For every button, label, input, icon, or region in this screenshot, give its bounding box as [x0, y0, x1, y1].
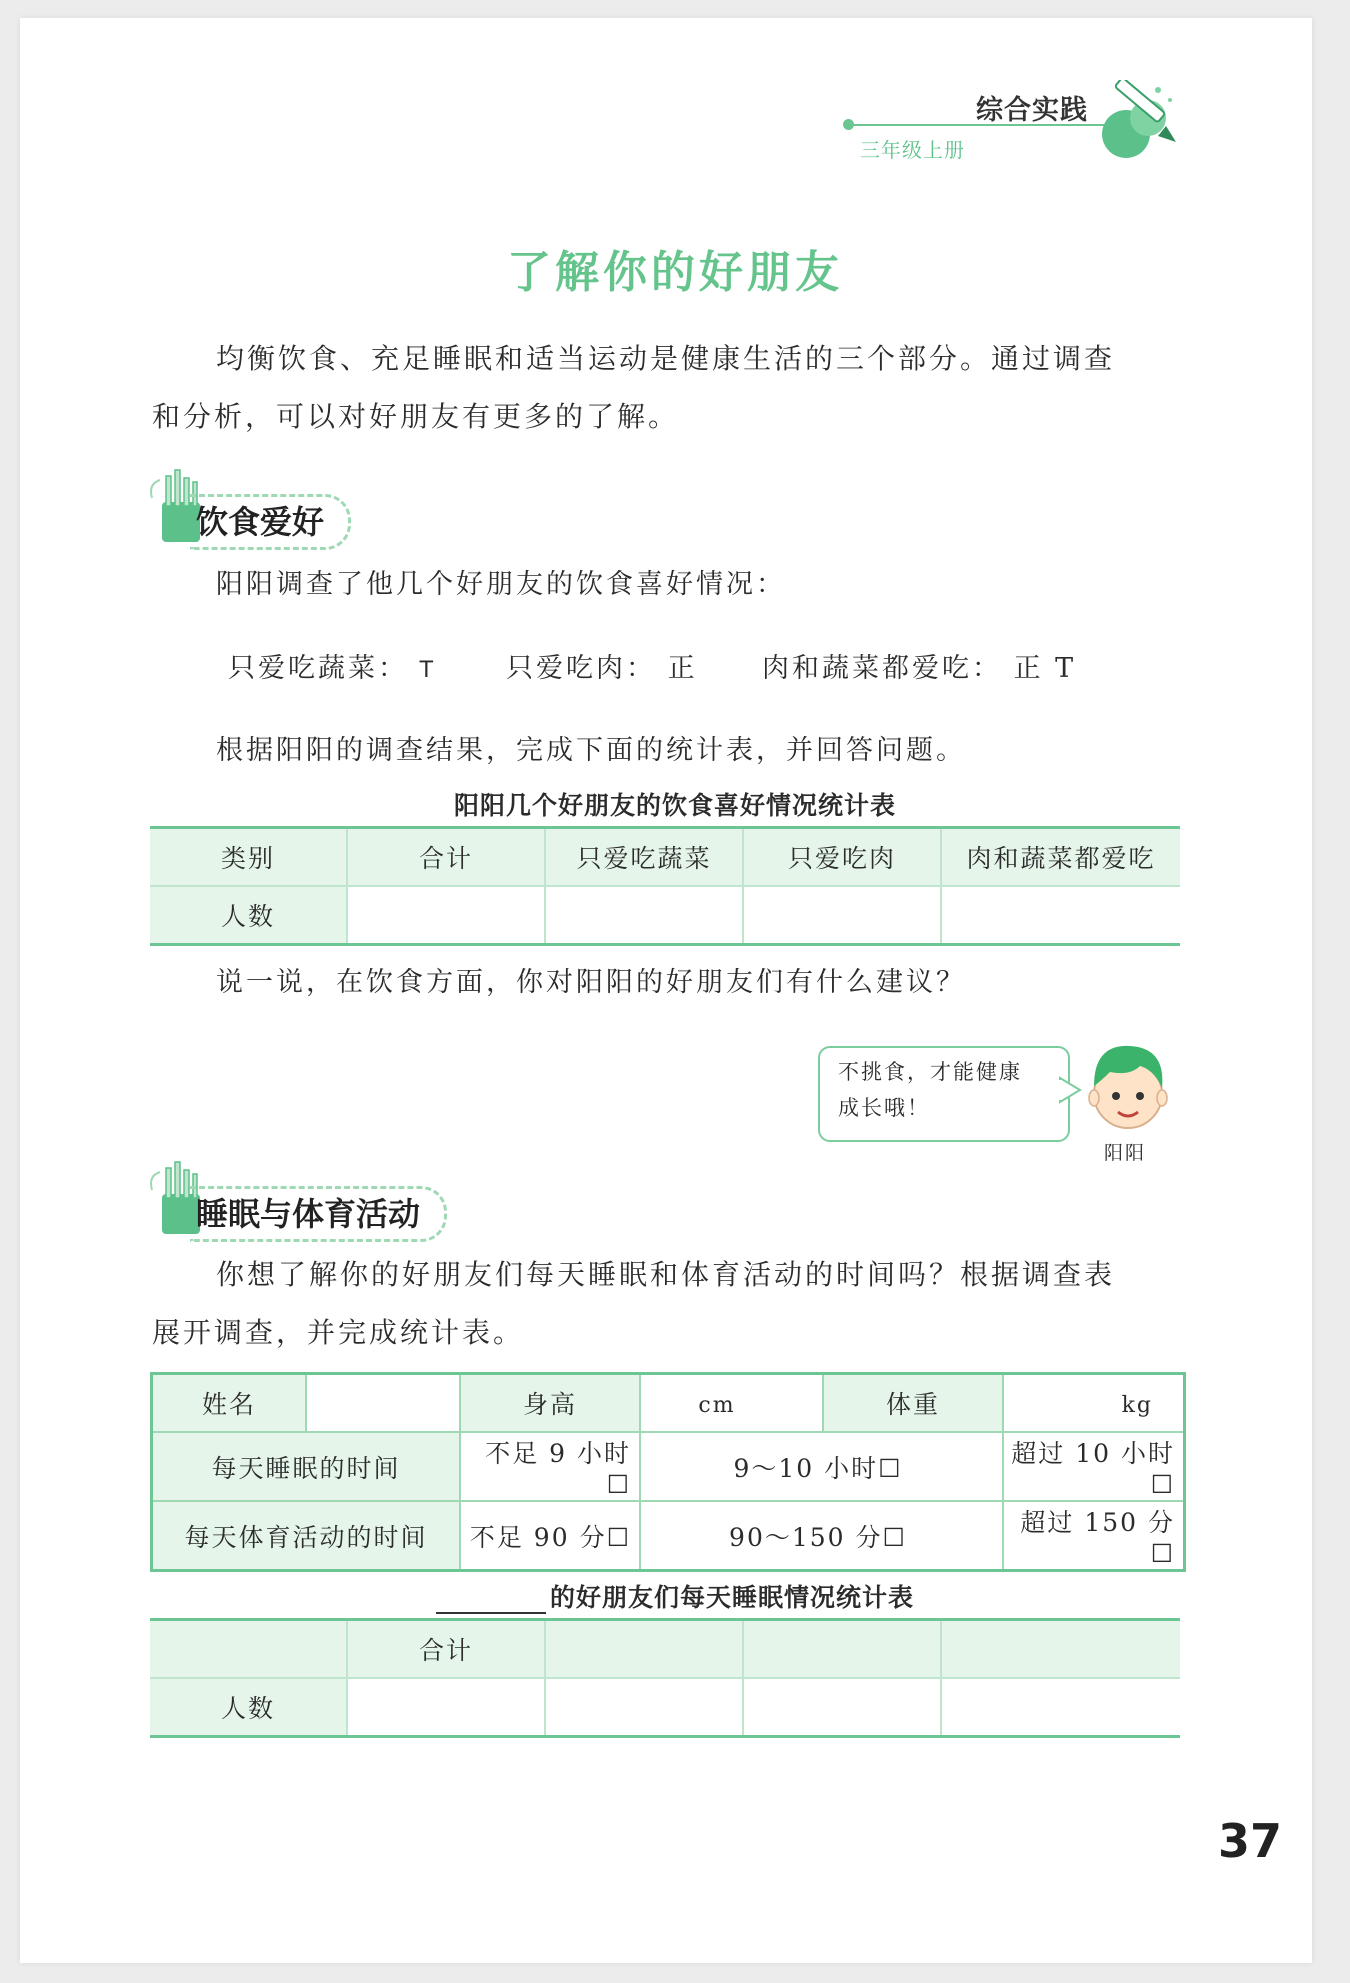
tally-veg-label: 只爱吃蔬菜：: [228, 653, 408, 684]
sleep-option-3-text: 超过 10 小时: [1011, 1439, 1175, 1468]
sport-option-3[interactable]: [1003, 1501, 1185, 1571]
sleep-option-3[interactable]: [1003, 1432, 1185, 1501]
tally-meat: [506, 646, 698, 685]
weight-unit: kg: [1121, 1392, 1153, 1418]
tally-veg-marks: T: [419, 658, 437, 683]
sport-option-1-text: 不足 90 分: [469, 1522, 607, 1552]
sleep-table-caption: [0, 1578, 1350, 1614]
diet-header-both: 肉和蔬菜都爱吃: [941, 828, 1180, 887]
sleep-option-1[interactable]: [460, 1432, 640, 1501]
table-row: [150, 886, 1180, 945]
height-unit: cm: [698, 1392, 736, 1418]
section-label-sleep: 睡眠与体育活动: [190, 1186, 447, 1242]
diet-stat-table: [150, 826, 1180, 946]
sleep-header-total: 合计: [347, 1620, 545, 1679]
diet-intro-line: 阳阳调查了他几个好朋友的饮食喜好情况：: [216, 569, 786, 600]
sleep-option-1-text: 不足 9 小时: [485, 1439, 631, 1468]
boy-avatar-icon: [1080, 1036, 1176, 1136]
grade-subtitle: 三年级上册: [860, 138, 965, 162]
table-row: [150, 828, 1180, 887]
bubble-tail-icon: [1058, 1076, 1082, 1104]
sport-option-2-text: 90～150 分: [729, 1522, 883, 1552]
sleep-intro-paragraph: [152, 1246, 1192, 1362]
checkbox-icon[interactable]: ☐: [606, 1522, 631, 1552]
sleep-input-cell[interactable]: [941, 1678, 1180, 1737]
sleep-option-2[interactable]: [640, 1432, 1003, 1501]
height-input[interactable]: [640, 1374, 823, 1433]
weight-input[interactable]: [1003, 1374, 1185, 1433]
sleep-label: 每天睡眠的时间: [152, 1432, 461, 1501]
sleep-intro-line-2: 展开调查，并完成统计表。: [152, 1316, 525, 1349]
tally-meat-marks: 正: [667, 653, 698, 684]
checkbox-icon[interactable]: ☐: [878, 1453, 903, 1483]
diet-header-meat: 只爱吃肉: [743, 828, 941, 887]
sleep-stat-table: [150, 1618, 1180, 1738]
sport-option-3-text: 超过 150 分: [1020, 1508, 1175, 1537]
sleep-row-label: 人数: [150, 1678, 347, 1737]
survey-form-table: [150, 1372, 1186, 1572]
diet-header-veg: 只爱吃蔬菜: [545, 828, 743, 887]
speech-line-1: 不挑食，才能健康: [838, 1060, 1022, 1084]
sport-label: 每天体育活动的时间: [152, 1501, 461, 1571]
tally-meat-label: 只爱吃肉：: [506, 653, 656, 684]
height-label: 身高: [460, 1374, 640, 1433]
sport-option-1[interactable]: [460, 1501, 640, 1571]
diet-input-both[interactable]: [941, 886, 1180, 945]
tally-both-label: 肉和蔬菜都爱吃：: [762, 653, 1002, 684]
diet-row-label: 人数: [150, 886, 347, 945]
series-title: 综合实践: [976, 95, 1088, 126]
checkbox-icon[interactable]: ☐: [882, 1522, 907, 1552]
speaker-name: 阳阳: [1104, 1142, 1147, 1164]
diet-question: 说一说，在饮食方面，你对阳阳的好朋友们有什么建议？: [216, 967, 966, 998]
diet-instruction-line: 根据阳阳的调查结果，完成下面的统计表，并回答问题。: [216, 735, 966, 766]
tally-veg: [228, 646, 436, 685]
checkbox-icon[interactable]: ☐: [1150, 1539, 1175, 1568]
diet-header-category: 类别: [150, 828, 347, 887]
checkbox-icon[interactable]: ☐: [1150, 1470, 1175, 1499]
name-input[interactable]: [306, 1374, 460, 1433]
table-row: [152, 1501, 1185, 1571]
diet-header-total: 合计: [347, 828, 545, 887]
tally-both: [762, 646, 1076, 685]
name-label: 姓名: [152, 1374, 307, 1433]
sleep-header-blank[interactable]: [941, 1620, 1180, 1679]
section-label-diet: 饮食爱好: [190, 494, 351, 550]
page-number: 37: [1218, 1814, 1283, 1868]
page-title: 了解你的好朋友: [507, 247, 843, 298]
sleep-intro-line-1: 你想了解你的好朋友们每天睡眠和体育活动的时间吗？根据调查表: [216, 1258, 1116, 1291]
caption-blank[interactable]: [436, 1612, 546, 1614]
intro-line-2: 和分析，可以对好朋友有更多的了解。: [152, 400, 680, 433]
sleep-header-blank[interactable]: [743, 1620, 941, 1679]
sleep-input-total[interactable]: [347, 1678, 545, 1737]
diet-input-veg[interactable]: [545, 886, 743, 945]
sleep-header-blank[interactable]: [545, 1620, 743, 1679]
sleep-input-cell[interactable]: [743, 1678, 941, 1737]
table-row: [152, 1432, 1185, 1501]
pencil-leaf-logo-icon: [1096, 80, 1182, 160]
sleep-header-blank[interactable]: [150, 1620, 347, 1679]
table-row: [150, 1620, 1180, 1679]
intro-line-1: 均衡饮食、充足睡眠和适当运动是健康生活的三个部分。通过调查: [216, 342, 1116, 375]
weight-label: 体重: [823, 1374, 1003, 1433]
tally-both-marks: 正 T: [1013, 653, 1077, 684]
table-row: [150, 1678, 1180, 1737]
diet-input-meat[interactable]: [743, 886, 941, 945]
speech-line-2: 成长哦！: [838, 1096, 930, 1120]
sport-option-2[interactable]: [640, 1501, 1003, 1571]
checkbox-icon[interactable]: ☐: [606, 1470, 631, 1499]
table-row: [152, 1374, 1185, 1433]
diet-table-caption: 阳阳几个好朋友的饮食喜好情况统计表: [453, 791, 896, 820]
diet-input-total[interactable]: [347, 886, 545, 945]
speech-bubble: [818, 1046, 1070, 1142]
sleep-option-2-text: 9～10 小时: [733, 1453, 879, 1483]
intro-paragraph: [152, 330, 1192, 446]
sleep-input-cell[interactable]: [545, 1678, 743, 1737]
sleep-table-caption-text: 的好朋友们每天睡眠情况统计表: [549, 1583, 914, 1612]
